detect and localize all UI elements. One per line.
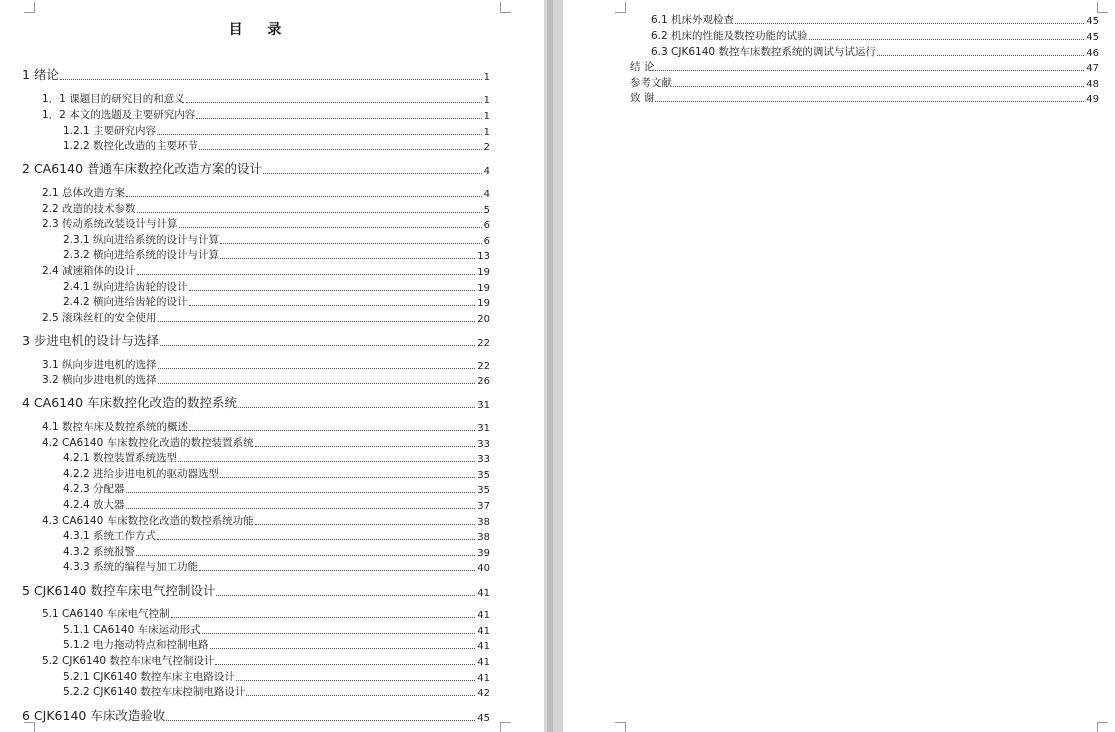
toc-entry-label: 3.2 横向步进电机的选择 [42, 374, 157, 386]
toc-entry[interactable] [22, 161, 490, 177]
margin-corner-mark [500, 722, 511, 732]
toc-entry[interactable] [22, 67, 490, 83]
toc-entry-label: 6.3 CJK6140 数控车床数控系统的调试与试运行 [651, 46, 876, 58]
toc-entry[interactable] [63, 139, 490, 153]
toc-dot-leader [189, 305, 476, 306]
toc-page-number: 4 [483, 189, 490, 200]
toc-entry[interactable] [42, 186, 490, 200]
toc-page-number: 49 [1086, 94, 1099, 105]
toc-entry-label: 5.1 CA6140 车床电气控制 [42, 608, 170, 620]
toc-dot-leader [202, 633, 476, 634]
toc-entry[interactable] [651, 45, 1099, 59]
toc-entry-label: 4.2.3 分配器 [63, 483, 125, 495]
toc-page-number: 45 [1086, 32, 1099, 43]
toc-entry[interactable] [42, 654, 490, 668]
toc-entry-label: 5.2 CJK6140 数控车床电气控制设计 [42, 655, 215, 667]
toc-dot-leader [137, 212, 482, 213]
toc-entry[interactable] [63, 670, 490, 684]
toc-page-number: 35 [477, 470, 490, 481]
toc-entry-label: 4.3.2 系统报警 [63, 546, 136, 558]
toc-page-number: 20 [477, 314, 490, 325]
toc-entry[interactable] [63, 498, 490, 512]
toc-entry[interactable] [63, 623, 490, 637]
toc-entry-label: 2.4.2 横向进给齿轮的设计 [63, 296, 188, 308]
toc-entry-label: 2.3.2 横向进给系统的设计与计算 [63, 249, 220, 261]
toc-entry-label: 4 CA6140 车床数控化改造的数控系统 [22, 395, 237, 410]
toc-page-number: 2 [483, 142, 490, 153]
toc-entry[interactable] [63, 685, 490, 699]
toc-dot-leader [210, 648, 476, 649]
margin-corner-mark [615, 722, 626, 732]
toc-dot-leader [126, 196, 482, 197]
toc-page-number: 22 [477, 338, 490, 349]
toc-entry-label: 3.1 纵向步进电机的选择 [42, 359, 157, 371]
toc-dot-leader [166, 720, 475, 721]
toc-entry-label: 1．2 本文的选题及主要研究内容 [42, 109, 196, 121]
toc-entry-label: 1．1 课题目的研究目的和意义 [42, 93, 185, 105]
toc-entry-label: 5.1.1 CA6140 车床运动形式 [63, 624, 201, 636]
margin-corner-mark [24, 2, 35, 13]
toc-entry-label: 致 谢 [630, 92, 655, 104]
toc-page-number: 19 [477, 298, 490, 309]
toc-entry-label: 4.1 数控车床及数控系统的概述 [42, 421, 189, 433]
toc-entry-label: 结 论 [630, 61, 655, 73]
toc-entry[interactable] [651, 13, 1099, 27]
toc-page-number: 5 [483, 205, 490, 216]
toc-dot-leader [877, 55, 1084, 56]
toc-entry[interactable] [63, 467, 490, 481]
toc-entry-label: 2 CA6140 普通车床数控化改造方案的设计 [22, 161, 262, 176]
toc-entry-label: 2.4 减速箱体的设计 [42, 265, 136, 277]
toc-page-number: 42 [477, 688, 490, 699]
toc-entry[interactable] [42, 217, 490, 231]
toc-page-number: 6 [483, 236, 490, 247]
toc-entry[interactable] [42, 202, 490, 216]
toc-entry[interactable] [63, 280, 490, 294]
toc-entry-label: 6.2 机床的性能及数控功能的试验 [651, 30, 808, 42]
toc-entry-label: 6 CJK6140 车床改造验收 [22, 708, 166, 723]
margin-corner-mark [500, 2, 511, 13]
toc-entry-label: 3 步进电机的设计与选择 [22, 333, 159, 348]
toc-dot-leader [655, 101, 1084, 102]
toc-dot-leader [263, 173, 482, 174]
toc-dot-leader [255, 524, 476, 525]
toc-dot-leader [199, 149, 482, 150]
toc-page-number: 31 [477, 423, 490, 434]
toc-entry[interactable] [42, 108, 490, 122]
toc-page-number: 41 [477, 657, 490, 668]
toc-entry-label: 4.2 CA6140 车床数控化改造的数控装置系统 [42, 437, 254, 449]
margin-corner-mark [1097, 2, 1108, 13]
toc-dot-leader [655, 70, 1084, 71]
toc-page-number: 41 [477, 610, 490, 621]
toc-entry-label: 4.3.1 系统工作方式 [63, 530, 157, 542]
toc-dot-leader [179, 227, 482, 228]
toc-entry[interactable] [22, 333, 490, 349]
toc-dot-leader [178, 461, 475, 462]
toc-entry-label: 4.2.4 放大器 [63, 499, 125, 511]
toc-page-number: 6 [483, 220, 490, 231]
toc-entry-label: 2.4.1 纵向进给齿轮的设计 [63, 281, 188, 293]
toc-page-number: 38 [477, 532, 490, 543]
toc-dot-leader [189, 430, 475, 431]
toc-entry-label: 1.2.2 数控化改造的主要环节 [63, 140, 199, 152]
toc-entry[interactable] [42, 264, 490, 278]
toc-page-number: 41 [477, 641, 490, 652]
toc-entry[interactable] [63, 545, 490, 559]
toc-page-number: 41 [477, 673, 490, 684]
toc-entry-label: 4.2.1 数控装置系统选型 [63, 452, 178, 464]
toc-dot-leader [157, 134, 482, 135]
toc-entry[interactable] [63, 560, 490, 574]
toc-dot-leader [158, 321, 476, 322]
toc-entry-label: 5.1.2 电力拖动特点和控制电路 [63, 639, 209, 651]
page-gap [544, 0, 563, 732]
toc-dot-leader [246, 695, 475, 696]
toc-entry-label: 2.5 滚珠丝杠的安全使用 [42, 312, 157, 324]
toc-dot-leader [735, 23, 1084, 24]
toc-page-number: 26 [477, 376, 490, 387]
toc-entry[interactable] [63, 233, 490, 247]
toc-entry[interactable] [42, 92, 490, 106]
toc-page-number: 38 [477, 517, 490, 528]
toc-entry[interactable] [630, 91, 1099, 105]
toc-entry-label: 2.3.1 纵向进给系统的设计与计算 [63, 234, 220, 246]
toc-entry[interactable] [42, 607, 490, 621]
toc-entry[interactable] [42, 373, 490, 387]
toc-page-number: 19 [477, 283, 490, 294]
toc-page-number: 1 [483, 72, 490, 83]
margin-corner-mark [1097, 722, 1108, 732]
toc-dot-leader [215, 664, 475, 665]
toc-page-number: 22 [477, 361, 490, 372]
toc-entry-label: 5.2.1 CJK6140 数控车床主电路设计 [63, 671, 235, 683]
toc-entry[interactable] [63, 638, 490, 652]
toc-page-number: 46 [1086, 48, 1099, 59]
toc-page-number: 47 [1086, 63, 1099, 74]
toc-dot-leader [126, 508, 476, 509]
toc-entry[interactable] [630, 76, 1099, 90]
toc-page-number: 39 [477, 548, 490, 559]
toc-entry[interactable] [22, 708, 490, 724]
toc-page-number: 41 [477, 588, 490, 599]
toc-page-number: 13 [477, 251, 490, 262]
toc-page-number: 1 [483, 95, 490, 106]
margin-corner-mark [615, 2, 626, 13]
toc-dot-leader [238, 407, 475, 408]
toc-entry[interactable] [63, 124, 490, 138]
toc-page-number: 40 [477, 563, 490, 574]
toc-page-number: 45 [1086, 16, 1099, 27]
toc-entry-label: 4.3.3 系统的编程与加工功能 [63, 561, 199, 573]
toc-dot-leader [136, 555, 475, 556]
toc-dot-leader [220, 243, 482, 244]
toc-title: 目 录 [228, 22, 292, 38]
toc-entry[interactable] [42, 420, 490, 434]
toc-dot-leader [189, 290, 476, 291]
toc-page-number: 37 [477, 501, 490, 512]
toc-entry[interactable] [42, 514, 490, 528]
toc-entry[interactable] [22, 395, 490, 411]
toc-page-number: 33 [477, 439, 490, 450]
toc-entry-label: 5 CJK6140 数控车床电气控制设计 [22, 583, 216, 598]
toc-dot-leader [196, 118, 481, 119]
toc-dot-leader [199, 570, 475, 571]
toc-page-number: 41 [477, 626, 490, 637]
toc-dot-leader [236, 680, 475, 681]
toc-dot-leader [126, 492, 476, 493]
toc-entry[interactable] [42, 436, 490, 450]
toc-entry[interactable] [63, 295, 490, 309]
toc-dot-leader [158, 383, 476, 384]
toc-entry[interactable] [63, 482, 490, 496]
toc-dot-leader [673, 86, 1084, 87]
toc-entry-label: 1 绪论 [22, 67, 59, 82]
toc-entry[interactable] [630, 60, 1099, 74]
toc-page-number: 1 [483, 111, 490, 122]
toc-entry-label: 4.2.2 进给步进电机的驱动器选型 [63, 468, 220, 480]
toc-page-number: 19 [477, 267, 490, 278]
toc-entry-label: 5.2.2 CJK6140 数控车床控制电路设计 [63, 686, 246, 698]
toc-entry[interactable] [651, 29, 1099, 43]
toc-dot-leader [216, 595, 475, 596]
toc-page-number: 48 [1086, 79, 1099, 90]
toc-dot-leader [186, 102, 482, 103]
toc-entry[interactable] [63, 451, 490, 465]
toc-entry[interactable] [42, 311, 490, 325]
toc-entry-label: 2.1 总体改造方案 [42, 187, 126, 199]
toc-page-number: 31 [477, 400, 490, 411]
toc-page-number: 45 [477, 713, 490, 724]
toc-entry[interactable] [63, 248, 490, 262]
toc-dot-leader [255, 446, 476, 447]
toc-dot-leader [158, 368, 476, 369]
toc-dot-leader [809, 39, 1085, 40]
toc-page-number: 1 [483, 127, 490, 138]
toc-dot-leader [220, 258, 475, 259]
toc-entry-label: 4.3 CA6140 车床数控化改造的数控系统功能 [42, 515, 254, 527]
toc-entry-label: 6.1 机床外观检查 [651, 14, 735, 26]
toc-dot-leader [137, 274, 476, 275]
toc-entry-label: 2.3 传动系统改装设计与计算 [42, 218, 178, 230]
toc-entry[interactable] [42, 358, 490, 372]
toc-dot-leader [160, 345, 475, 346]
toc-entry-label: 1.2.1 主要研究内容 [63, 125, 157, 137]
toc-page-left [0, 0, 544, 732]
toc-entry-label: 2.2 改造的技术参数 [42, 203, 136, 215]
toc-entry[interactable] [63, 529, 490, 543]
toc-dot-leader [171, 617, 476, 618]
toc-entry-label: 参考文献 [630, 77, 672, 89]
toc-page-number: 4 [483, 166, 490, 177]
toc-page-number: 35 [477, 485, 490, 496]
toc-dot-leader [220, 477, 475, 478]
toc-entry[interactable] [22, 583, 490, 599]
toc-dot-leader [60, 79, 482, 80]
toc-page-right [563, 0, 1115, 732]
toc-dot-leader [157, 539, 475, 540]
toc-page-number: 33 [477, 454, 490, 465]
